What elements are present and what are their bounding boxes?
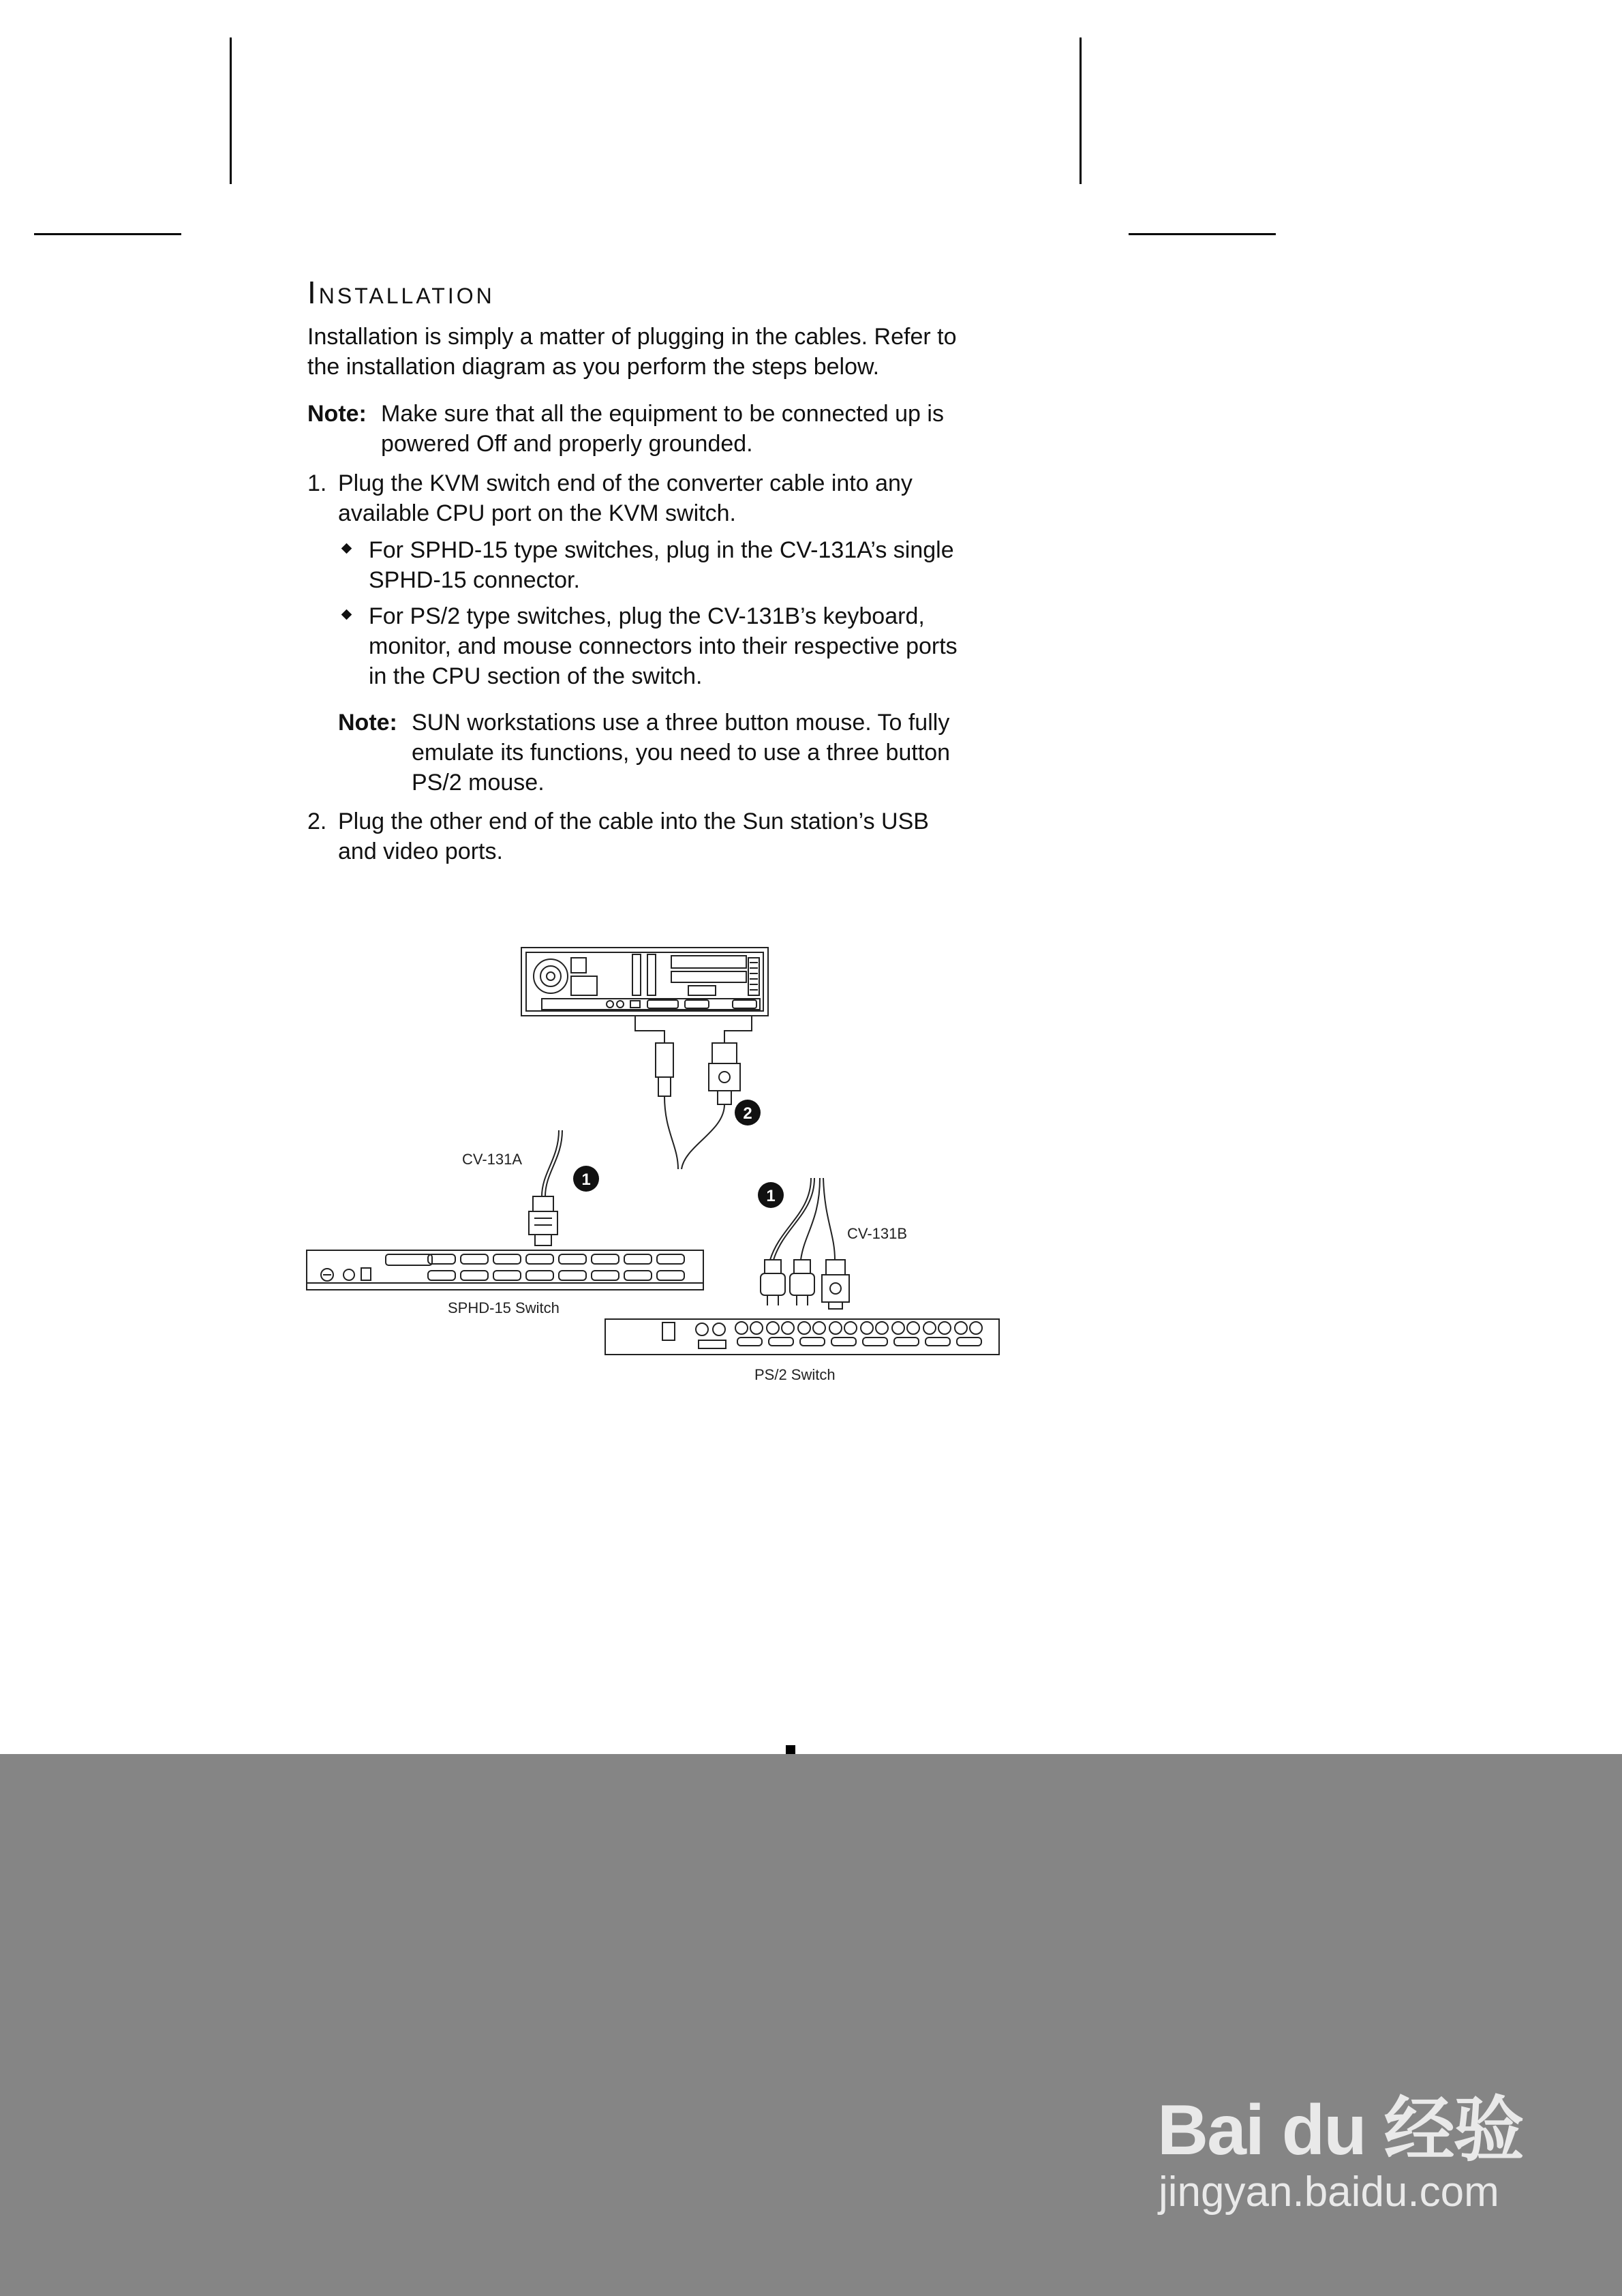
badge-step-1-b xyxy=(758,1182,784,1208)
ps2-vga-port xyxy=(737,1338,762,1346)
sphd-port xyxy=(526,1271,553,1280)
ps2-round-port xyxy=(767,1322,779,1334)
cv131b-keyboard-connector xyxy=(761,1260,785,1305)
watermark-url: jingyan.baidu.com xyxy=(1159,2169,1499,2216)
sphd-port xyxy=(657,1254,684,1264)
ps2-vga-port xyxy=(925,1338,950,1346)
note-2-line-2: emulate its functions, you need to use a three button xyxy=(412,740,951,766)
intro-line-2: the installation diagram as you perform the steps below. xyxy=(307,354,880,380)
badge-step-2 xyxy=(735,1100,761,1126)
ps2-vga-port xyxy=(957,1338,981,1346)
label-sphd15-switch: SPHD-15 Switch xyxy=(448,1299,560,1316)
step-1-number: 1. xyxy=(307,470,327,496)
sphd-port xyxy=(657,1271,684,1280)
step-2-number: 2. xyxy=(307,809,327,834)
ps2-round-port xyxy=(923,1322,936,1334)
bullet-2-line-3: in the CPU section of the switch. xyxy=(369,663,703,689)
sphd-port xyxy=(461,1271,488,1280)
sphd-port xyxy=(624,1254,652,1264)
label-cv131b: CV-131B xyxy=(847,1225,908,1242)
ps2-vga-port xyxy=(894,1338,919,1346)
badge-step-1-a xyxy=(573,1166,599,1192)
note-1-label: Note: xyxy=(307,401,367,427)
step-2-line-2: and video ports. xyxy=(338,839,503,864)
sphd-port xyxy=(461,1254,488,1264)
ps2-round-port xyxy=(750,1322,763,1334)
bullet-2-line-2: monitor, and mouse connectors into their respective ports xyxy=(369,633,958,659)
ps2-round-port xyxy=(892,1322,904,1334)
ps2-vga-port xyxy=(769,1338,793,1346)
ps2-round-port xyxy=(829,1322,842,1334)
cv131b-mouse-connector xyxy=(790,1260,814,1305)
bullet-1-line-1: For SPHD-15 type switches, plug in the CV-131A’s single xyxy=(369,537,954,563)
svg-text:2: 2 xyxy=(743,1104,752,1123)
note-2-line-3: PS/2 mouse. xyxy=(412,770,545,796)
sphd-port xyxy=(493,1271,521,1280)
step-1-line-1: Plug the KVM switch end of the converter cable into any xyxy=(338,470,913,496)
cv131b-monitor-connector xyxy=(822,1260,849,1309)
ps2-round-port xyxy=(938,1322,951,1334)
step-2-line-1: Plug the other end of the cable into the Sun station’s USB xyxy=(338,809,929,834)
ps2-round-port xyxy=(844,1322,857,1334)
svg-text:1: 1 xyxy=(766,1187,776,1205)
ps2-round-port xyxy=(782,1322,794,1334)
sphd-port xyxy=(559,1254,586,1264)
label-cv131a: CV-131A xyxy=(462,1151,523,1168)
note-1-line-1: Make sure that all the equipment to be connected up is xyxy=(381,401,944,427)
sphd-port xyxy=(559,1271,586,1280)
ps2-vga-port xyxy=(831,1338,856,1346)
cv131a-connector-illustration xyxy=(529,1196,557,1245)
ps2-switch-ports xyxy=(735,1322,982,1346)
watermark-brand: Bai du 经验 xyxy=(1157,2091,1523,2170)
sphd-port xyxy=(526,1254,553,1264)
ps2-round-port xyxy=(970,1322,982,1334)
ps2-vga-port xyxy=(800,1338,825,1346)
sphd-port xyxy=(493,1254,521,1264)
bullet-1-line-2: SPHD-15 connector. xyxy=(369,567,580,593)
ps2-round-port xyxy=(798,1322,810,1334)
ps2-round-port xyxy=(861,1322,873,1334)
ps2-round-port xyxy=(876,1322,888,1334)
sun-workstation-illustration xyxy=(521,948,768,1016)
bullet-2-line-1: For PS/2 type switches, plug the CV-131B’s keyboard, xyxy=(369,603,925,629)
sphd-port xyxy=(428,1271,455,1280)
section-heading: Installation xyxy=(307,275,495,310)
ps2-round-port xyxy=(735,1322,748,1334)
sphd-port xyxy=(592,1271,619,1280)
intro-line-1: Installation is simply a matter of plugging in the cables. Refer to xyxy=(307,324,957,350)
step-1-line-2: available CPU port on the KVM switch. xyxy=(338,500,736,526)
sphd-port xyxy=(592,1254,619,1264)
sphd15-switch-ports xyxy=(428,1254,684,1280)
ps2-round-port xyxy=(955,1322,967,1334)
vga-connector-illustration xyxy=(709,1043,740,1104)
note-2-label: Note: xyxy=(338,710,397,736)
note-2-line-1: SUN workstations use a three button mouse. To fully xyxy=(412,710,950,736)
usb-connector-illustration xyxy=(656,1043,673,1096)
sphd-port xyxy=(624,1271,652,1280)
label-ps2-switch: PS/2 Switch xyxy=(754,1366,836,1383)
ps2-round-port xyxy=(813,1322,825,1334)
ps2-round-port xyxy=(907,1322,919,1334)
note-1-line-2: powered Off and properly grounded. xyxy=(381,431,753,457)
svg-text:1: 1 xyxy=(581,1170,591,1189)
ps2-vga-port xyxy=(863,1338,887,1346)
